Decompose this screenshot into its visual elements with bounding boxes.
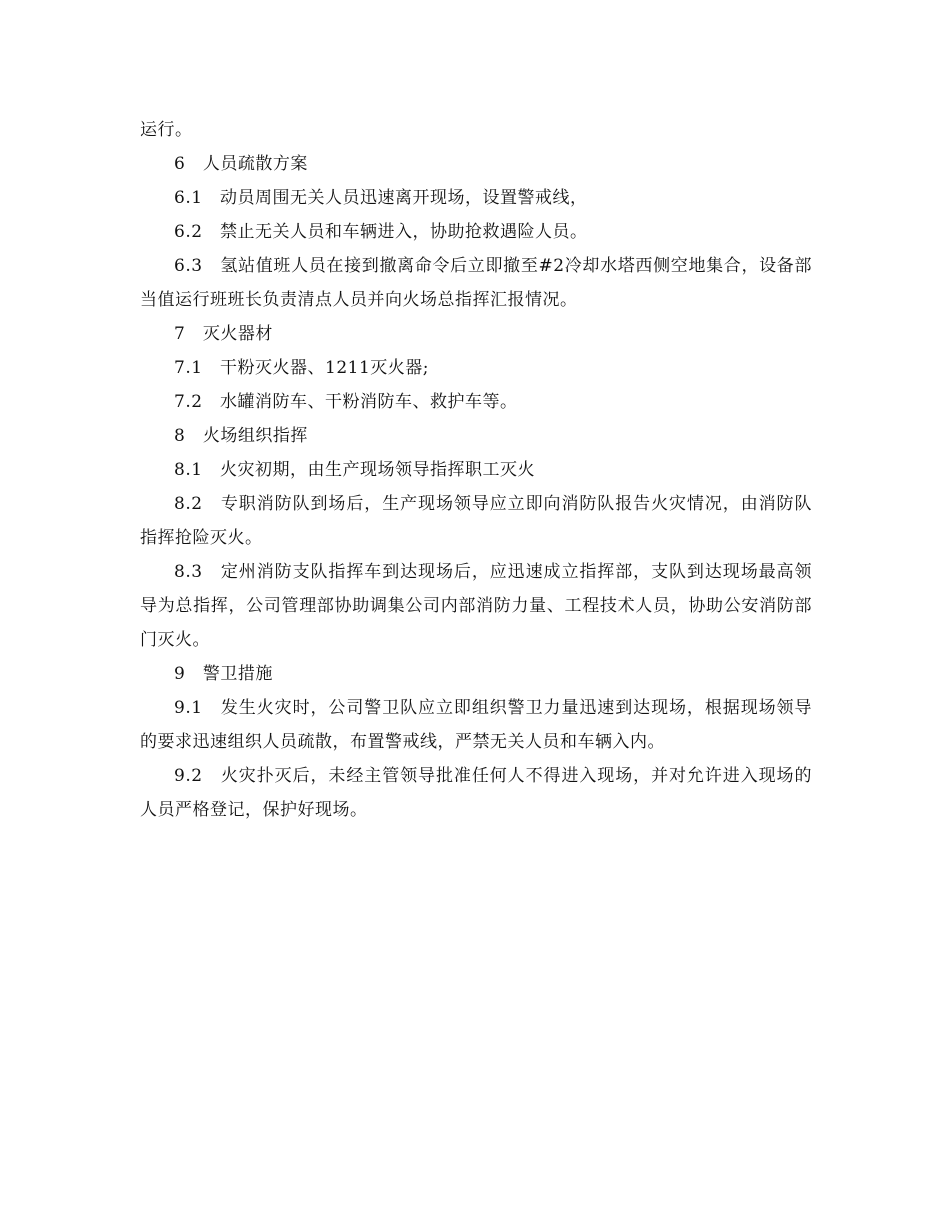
document-body [140,113,812,827]
paragraph-6-3: 6.3 氢站值班人员在接到撤离命令后立即撤至#2冷却水塔西侧空地集合，设备部当值运行班班长负责清点人员并向火场总指挥汇报情况。 [140,256,812,310]
heading-7-fire-equipment: 7 灭火器材 [174,324,273,344]
paragraph-8-3: 8.3 定州消防支队指挥车到达现场后，应迅速成立指挥部，支队到达现场最高领导为总指挥，公司管理部协助调集公司内部消防力量、工程技术人员，协助公安消防部门灭火。 [140,562,812,650]
paragraph-6-1: 6.1 动员周围无关人员迅速离开现场，设置警戒线， [174,188,588,208]
paragraph-7-1: 7.1 干粉灭火器、1211灭火器; [174,358,430,378]
paragraph-6-2: 6.2 禁止无关人员和车辆进入，协助抢救遇险人员。 [174,222,588,242]
paragraph-8-1: 8.1 火灾初期，由生产现场领导指挥职工灭火 [174,460,536,480]
heading-6-evacuation-plan: 6 人员疏散方案 [174,154,308,174]
paragraph-continuation: 运行。 [140,120,193,140]
paragraph-9-2: 9.2 火灾扑灭后，未经主管领导批准任何人不得进入现场，并对允许进入现场的人员严格登记，保护好现场。 [140,766,812,820]
paragraph-8-2: 8.2 专职消防队到场后，生产现场领导应立即向消防队报告火灾情况，由消防队指挥抢险灭火。 [140,494,812,548]
heading-9-security-measures: 9 警卫措施 [174,664,273,684]
paragraph-7-2: 7.2 水罐消防车、干粉消防车、救护车等。 [174,392,518,412]
heading-8-fire-command: 8 火场组织指挥 [174,426,308,446]
paragraph-9-1: 9.1 发生火灾时，公司警卫队应立即组织警卫力量迅速到达现场，根据现场领导的要求迅速组织人员疏散，布置警戒线，严禁无关人员和车辆入内。 [140,698,812,752]
